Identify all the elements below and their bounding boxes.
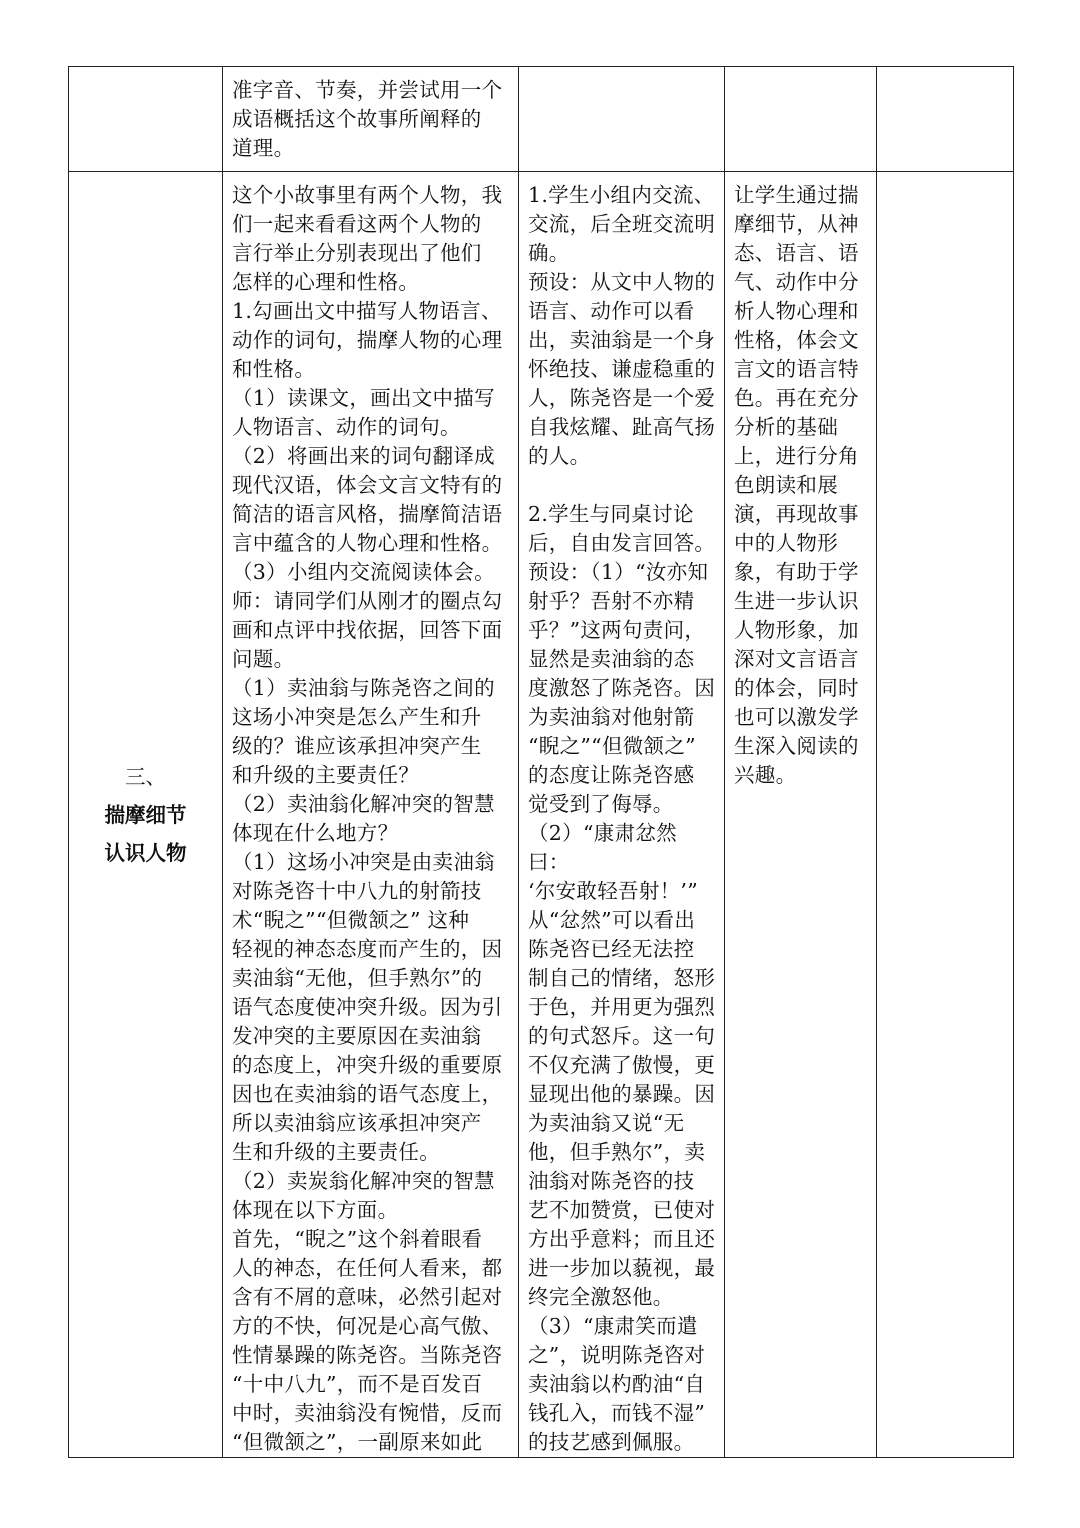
table-row xyxy=(69,67,1014,172)
stage-number: 三、 xyxy=(125,764,166,789)
stage-title-line2: 认识人物 xyxy=(104,840,187,865)
teacher-activity-text: 这个小故事里有两个人物，我 们一起来看看这两个人物的 言行举止分别表现出了他们 怎样的心理和性格。 1.勾画出文中描写人物语言、 动作的词句，揣摩人物的心理 和性格。 （1）读课文，画出文中描写 人物语言、动作的词句。 （2）将画出来的词句翻译成 现代汉语，体会文言文特有的 简洁的语言风格，揣摩简洁语 言中蕴含的人物心理和性格。 （3）小组内交流阅读体会。 师：请同学们从刚才的圈点勾 画和点评中找依据，回答下面 问题。 （1）卖油翁与陈尧咨之间的 这场小冲突是怎么产生和升 级的？谁应该承担冲突产生 和升级的主要责任？ （2）卖油翁化解冲突的智慧 体现在什么地方？ （1）这场小冲突是由卖油翁 对陈尧咨十中八九的射箭技 术“睨之”“但微颔之” 这种 轻视的神态态度而产生的，因 卖油翁“无他，但手熟尔”的 语气态度使冲突升级。因为引 发冲突的主要原因在卖油翁 的态度上，冲突升级的重要原 因也在卖油翁的语气态度上， 所以卖油翁应该承担冲突产 生和升级的主要责任。 （2）卖炭翁化解冲突的智慧 体现在以下方面。 首先，“睨之”这个斜着眼看 人的神态，在任何人看来，都 含有不屑的意味，必然引起对 方的不快，何况是心高气傲、 性情暴躁的陈尧咨。当陈尧咨 “十中八九”，而不是百发百 中时，卖油翁没有惋惜，反而 “但微颔之”，一副原来如此 xyxy=(232,183,503,1454)
table-row xyxy=(69,172,1014,1458)
teacher-activity-text: 准字音、节奏，并尝试用一个 成语概括这个故事所阐释的 道理。 xyxy=(232,78,503,160)
teacher-activity-cell xyxy=(223,67,519,172)
notes-cell xyxy=(877,67,1014,172)
design-intent-cell xyxy=(725,172,877,1458)
stage-cell xyxy=(69,172,223,1458)
design-intent-cell xyxy=(725,67,877,172)
student-activity-text: 1.学生小组内交流、 交流，后全班交流明 确。 预设：从文中人物的 语言、动作可以看 出，卖油翁是一个身 怀绝技、谦虚稳重的 人，陈尧咨是一个爱 自我炫耀、趾高气扬 的人。 2.学生与同桌讨论 后，自由发言回答。 预设：（1）“汝亦知 射乎？吾射不亦精 乎？”这两句责问， 显然是卖油翁的态 度激怒了陈尧咨。因 为卖油翁对他射箭 “睨之”“但微颔之” 的态度让陈尧咨感 觉受到了侮辱。 （2）“康肃忿然曰： ‘尔安敢轻吾射！’” 从“忿然”可以看出 陈尧咨已经无法控 制自己的情绪，怒形 于色，并用更为强烈 的句式怒斥。这一句 不仅充满了傲慢，更 显现出他的暴躁。因 为卖油翁又说“无 他，但手熟尔”，卖 油翁对陈尧咨的技 艺不加赞赏，已使对 方出乎意料；而且还 进一步加以藐视，最 终完全激怒他。 （3）“康肃笑而遣 之”，说明陈尧咨对 卖油翁以杓酌油“自 钱孔入，而钱不湿” 的技艺感到佩服。 xyxy=(528,183,716,1454)
student-activity-cell xyxy=(519,67,725,172)
lesson-plan-table xyxy=(68,66,1014,1458)
design-intent-text: 让学生通过揣 摩细节，从神 态、语言、语 气、动作中分 析人物心理和 性格，体会文 言文的语言特 色。再在充分 分析的基础 上，进行分角 色朗读和展 演，再现故事 中的人物形 象，有助于学 生进一步认识 人物形象，加 深对文言语言 的体会，同时 也可以激发学 生深入阅读的 兴趣。 xyxy=(734,183,859,787)
notes-cell xyxy=(877,172,1014,1458)
teacher-activity-cell xyxy=(223,172,519,1458)
stage-title-line1: 揣摩细节 xyxy=(104,802,187,827)
student-activity-cell xyxy=(519,172,725,1458)
stage-cell xyxy=(69,67,223,172)
